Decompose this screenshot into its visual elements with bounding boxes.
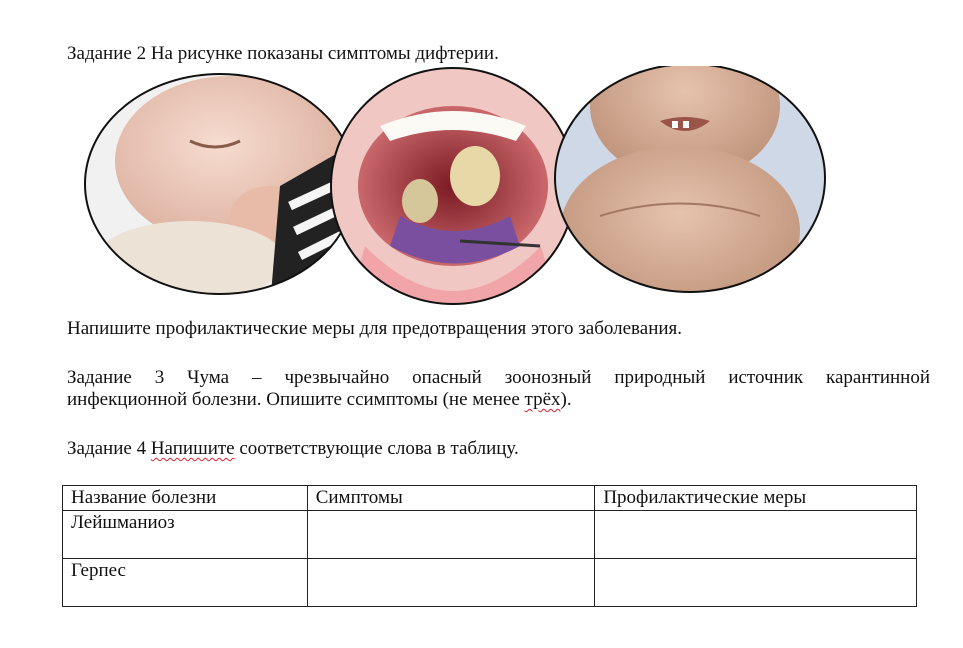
task3-text-before: инфекционной болезни. Опишите ссимптомы (не менее [67,389,525,410]
symptoms-cell[interactable] [307,511,595,559]
task2-title: Задание 2 На рисунке показаны симптомы дифтерии. [67,43,499,64]
table-row [63,511,917,559]
task4-text-before: Задание 4 [67,438,151,459]
header-symptoms: Симптомы [307,486,595,511]
task3-text-after: ). [560,389,572,410]
header-prevention: Профилактические меры [595,486,917,511]
task2-question: Напишите профилактические меры для предотвращения этого заболевания. [67,318,683,339]
diphtheria-symptoms-image [80,66,840,306]
disease-name-cell: Герпес [63,559,308,607]
child-neck-photo [550,66,840,306]
task4-title [67,438,519,460]
disease-name-cell: Лейшманиоз [63,511,308,559]
disease-table [62,485,917,607]
prevention-cell[interactable] [595,511,917,559]
table-row [63,559,917,607]
task4-text-after: соответствующие слова в таблицу. [234,438,519,459]
prevention-cell[interactable] [595,559,917,607]
baby-photo [80,66,360,306]
task3-line2 [67,389,572,411]
task3-line1: Задание 3 Чума – чрезвычайно опасный зоонозный природный источник карантинной [67,367,930,388]
spellcheck-word: трёх [524,389,561,410]
throat-photo [320,66,590,306]
table-header-row [63,486,917,511]
symptoms-cell[interactable] [307,559,595,607]
header-disease-name: Название болезни [63,486,308,511]
spellcheck-word: Напишите [150,438,235,459]
